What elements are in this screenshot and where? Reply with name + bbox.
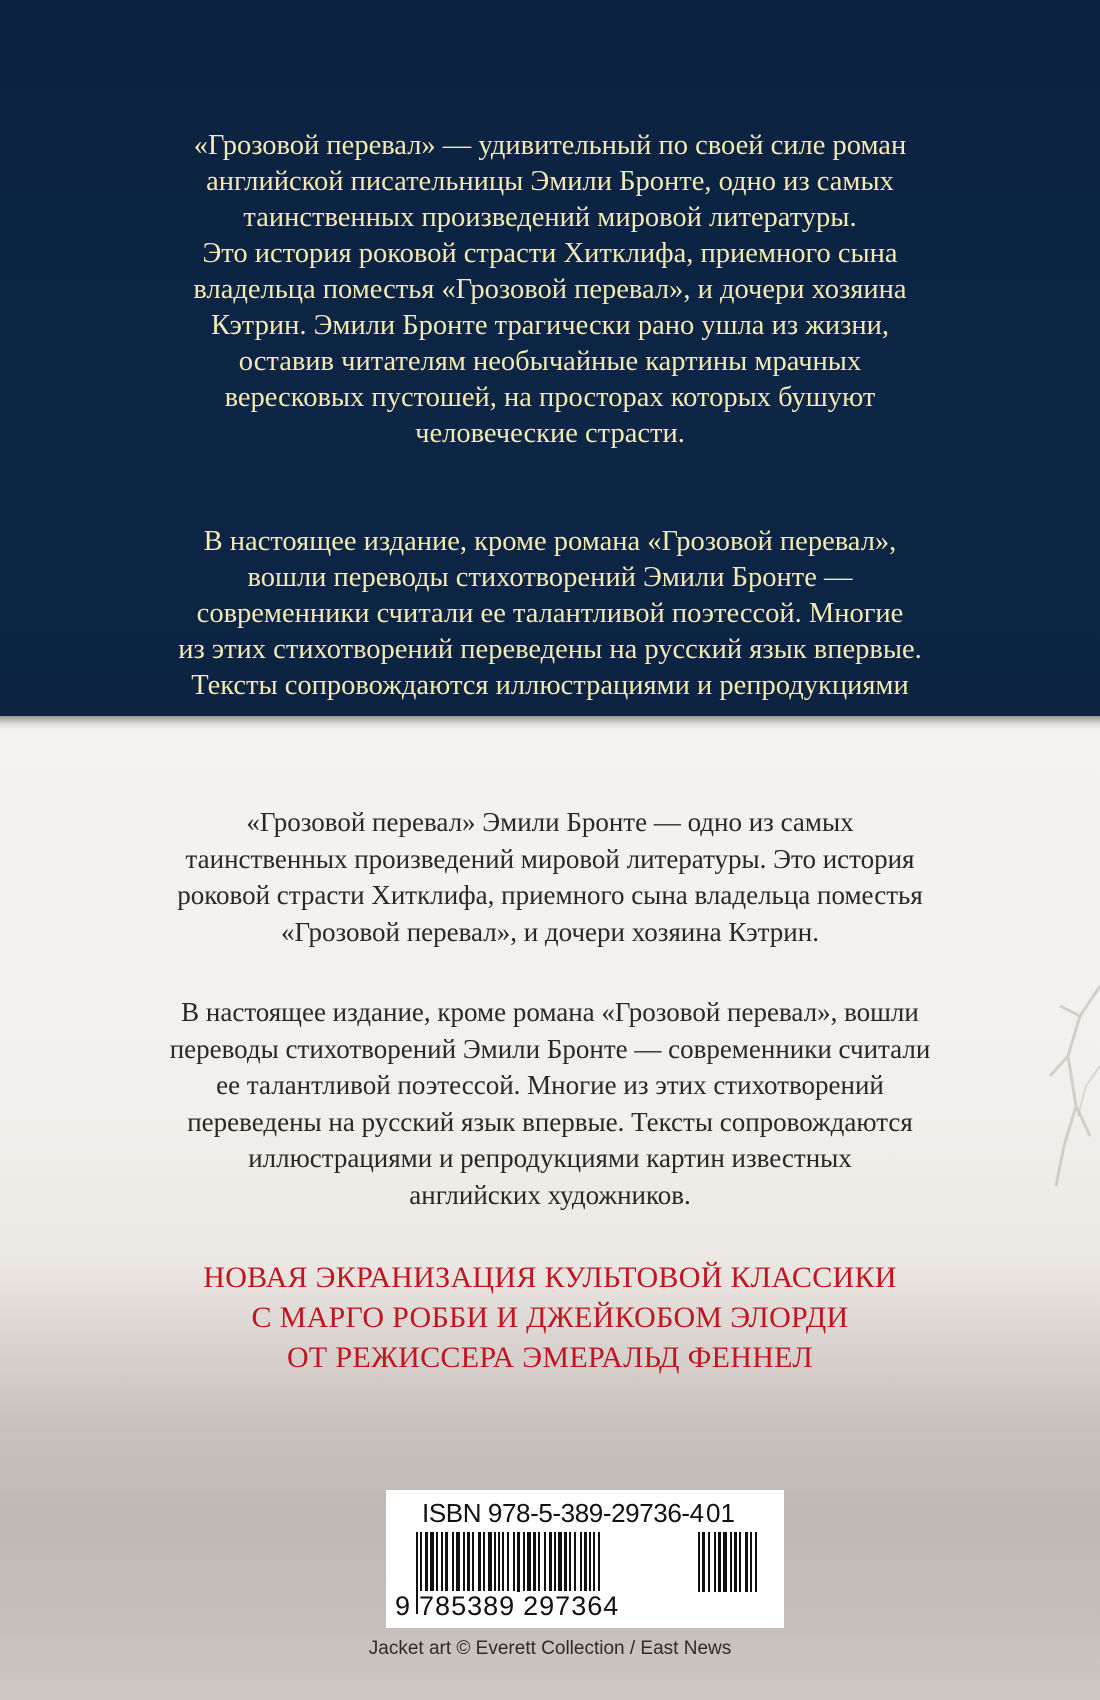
barcode-bar <box>718 1532 721 1592</box>
barcode-bar <box>554 1532 556 1592</box>
barcode-bar <box>698 1532 700 1592</box>
text-line: английской писательницы Эмили Бронте, одно из самых <box>206 166 894 197</box>
text-line: «Грозовой перевал» Эмили Бронте — одно из самых <box>246 807 854 837</box>
top-edition-paragraph <box>0 524 1100 704</box>
barcode-bar <box>483 1532 485 1592</box>
barcode-bar <box>456 1532 460 1592</box>
tagline-line: ОТ РЕЖИССЕРА ЭМЕРАЛЬД ФЕННЕЛ <box>286 1341 814 1374</box>
barcode-bar <box>593 1532 595 1592</box>
top-description-paragraph <box>0 128 1100 452</box>
barcode-bar <box>498 1532 500 1592</box>
barcode-bar <box>750 1532 752 1592</box>
text-line: английских художников. <box>409 1179 691 1210</box>
text-line: переводы стихотворений Эмили Бронте — современники считали <box>169 1033 931 1064</box>
text-line: В настоящее издание, кроме романа «Грозовой перевал», вошли <box>181 997 919 1027</box>
barcode-bar <box>517 1532 520 1592</box>
panel-shadow-divider <box>0 716 1100 730</box>
isbn-barcode <box>386 1490 784 1628</box>
barcode-bar <box>463 1532 465 1592</box>
barcode-digits <box>394 1590 620 1622</box>
text-line: Кэтрин. Эмили Бронте трагически рано ушла из жизни, <box>210 310 890 341</box>
text-line: ее талантливой поэтессой. Многие из этих стихотворений <box>216 1070 884 1100</box>
jacket-art-credit: Jacket art © Everett Collection / East News <box>368 1638 732 1659</box>
barcode-bar <box>730 1532 732 1592</box>
text-line: вошли переводы стихотворений Эмили Бронте — <box>247 562 853 593</box>
bottom-description-paragraph <box>0 804 1100 950</box>
barcode-bar <box>723 1532 727 1592</box>
barcode-addon-number: 01 <box>706 1498 735 1528</box>
barcode-bar <box>574 1532 576 1592</box>
barcode-bar <box>527 1532 531 1592</box>
tagline-line: С МАРГО РОББИ И ДЖЕЙКОБОМ ЭЛОРДИ <box>251 1301 849 1334</box>
barcode-digit-group: 785389 <box>419 1591 516 1621</box>
barcode-bar <box>544 1532 546 1592</box>
text-line: из этих стихотворений переведены на русский язык впервые. <box>178 634 922 665</box>
barcode-bar <box>745 1532 748 1592</box>
barcode-bar <box>564 1532 567 1592</box>
barcode-bar <box>580 1532 582 1592</box>
bottom-edition-paragraph <box>0 994 1100 1213</box>
tagline-line: НОВАЯ ЭКРАНИЗАЦИЯ КУЛЬТОВОЙ КЛАССИКИ <box>203 1261 897 1294</box>
text-line: «Грозовой перевал», и дочери хозяина Кэтрин. <box>281 916 819 947</box>
barcode-bar <box>452 1532 454 1592</box>
text-line: переведены на русский язык впервые. Тексты сопровождаются <box>187 1106 913 1137</box>
text-line: иллюстрациями и репродукциями картин известных <box>248 1143 852 1173</box>
navy-top-panel <box>0 0 1100 716</box>
barcode-bar <box>523 1532 525 1592</box>
barcode-bar <box>708 1532 710 1592</box>
barcode-bar <box>739 1532 741 1592</box>
barcode-bar <box>445 1532 448 1592</box>
text-line: вересковых пустошей, на просторах которых бушуют <box>224 382 876 413</box>
barcode-bar <box>755 1532 757 1592</box>
text-line: современники считали ее талантливой поэтессой. Многие <box>196 598 904 629</box>
film-adaptation-tagline <box>0 1258 1100 1378</box>
isbn-number: ISBN 978-5-389-29736-4 <box>422 1498 704 1528</box>
text-line: таинственных произведений мировой литературы. <box>243 202 857 233</box>
barcode-bar <box>441 1532 443 1592</box>
text-line: таинственных произведений мировой литературы. Это история <box>185 843 915 874</box>
text-line: Это история роковой страсти Хитклифа, приемного сына <box>202 238 898 269</box>
barcode-bar <box>734 1532 737 1592</box>
barcode-bar <box>513 1532 515 1592</box>
barcode-bar <box>558 1532 562 1592</box>
text-line: Тексты сопровождаются иллюстрациями и репродукциями <box>191 670 909 701</box>
barcode-bar <box>502 1532 504 1592</box>
text-line: В настоящее издание, кроме романа «Грозовой перевал», <box>203 526 897 557</box>
barcode-bar <box>569 1532 571 1592</box>
barcode-digit-group: 297364 <box>523 1591 620 1621</box>
barcode-bar <box>702 1532 705 1592</box>
barcode-bar <box>425 1532 428 1592</box>
barcode-bar <box>549 1532 552 1592</box>
barcode-bar <box>478 1532 481 1592</box>
barcode-bar <box>507 1532 509 1592</box>
barcode-bar <box>436 1532 438 1592</box>
barcode-bar <box>430 1532 434 1592</box>
barcode-bar <box>472 1532 474 1592</box>
text-line: владельца поместья «Грозовой перевал», и дочери хозяина <box>193 274 907 305</box>
barcode-bar <box>467 1532 470 1592</box>
barcode-bar <box>598 1532 600 1592</box>
barcode-digit-group: 9 <box>395 1591 412 1621</box>
barcode-addon-bars <box>698 1532 772 1614</box>
barcode-bar <box>533 1532 536 1592</box>
barcode-bar <box>538 1532 540 1592</box>
text-line: «Грозовой перевал» — удивительный по своей силе роман <box>193 130 907 161</box>
text-line: человеческие страсти. <box>415 418 685 449</box>
text-line: роковой страсти Хитклифа, приемного сына владельца поместья <box>177 880 923 910</box>
text-line: оставив читателям необычайные картины мрачных <box>238 346 862 377</box>
barcode-bar <box>714 1532 716 1592</box>
